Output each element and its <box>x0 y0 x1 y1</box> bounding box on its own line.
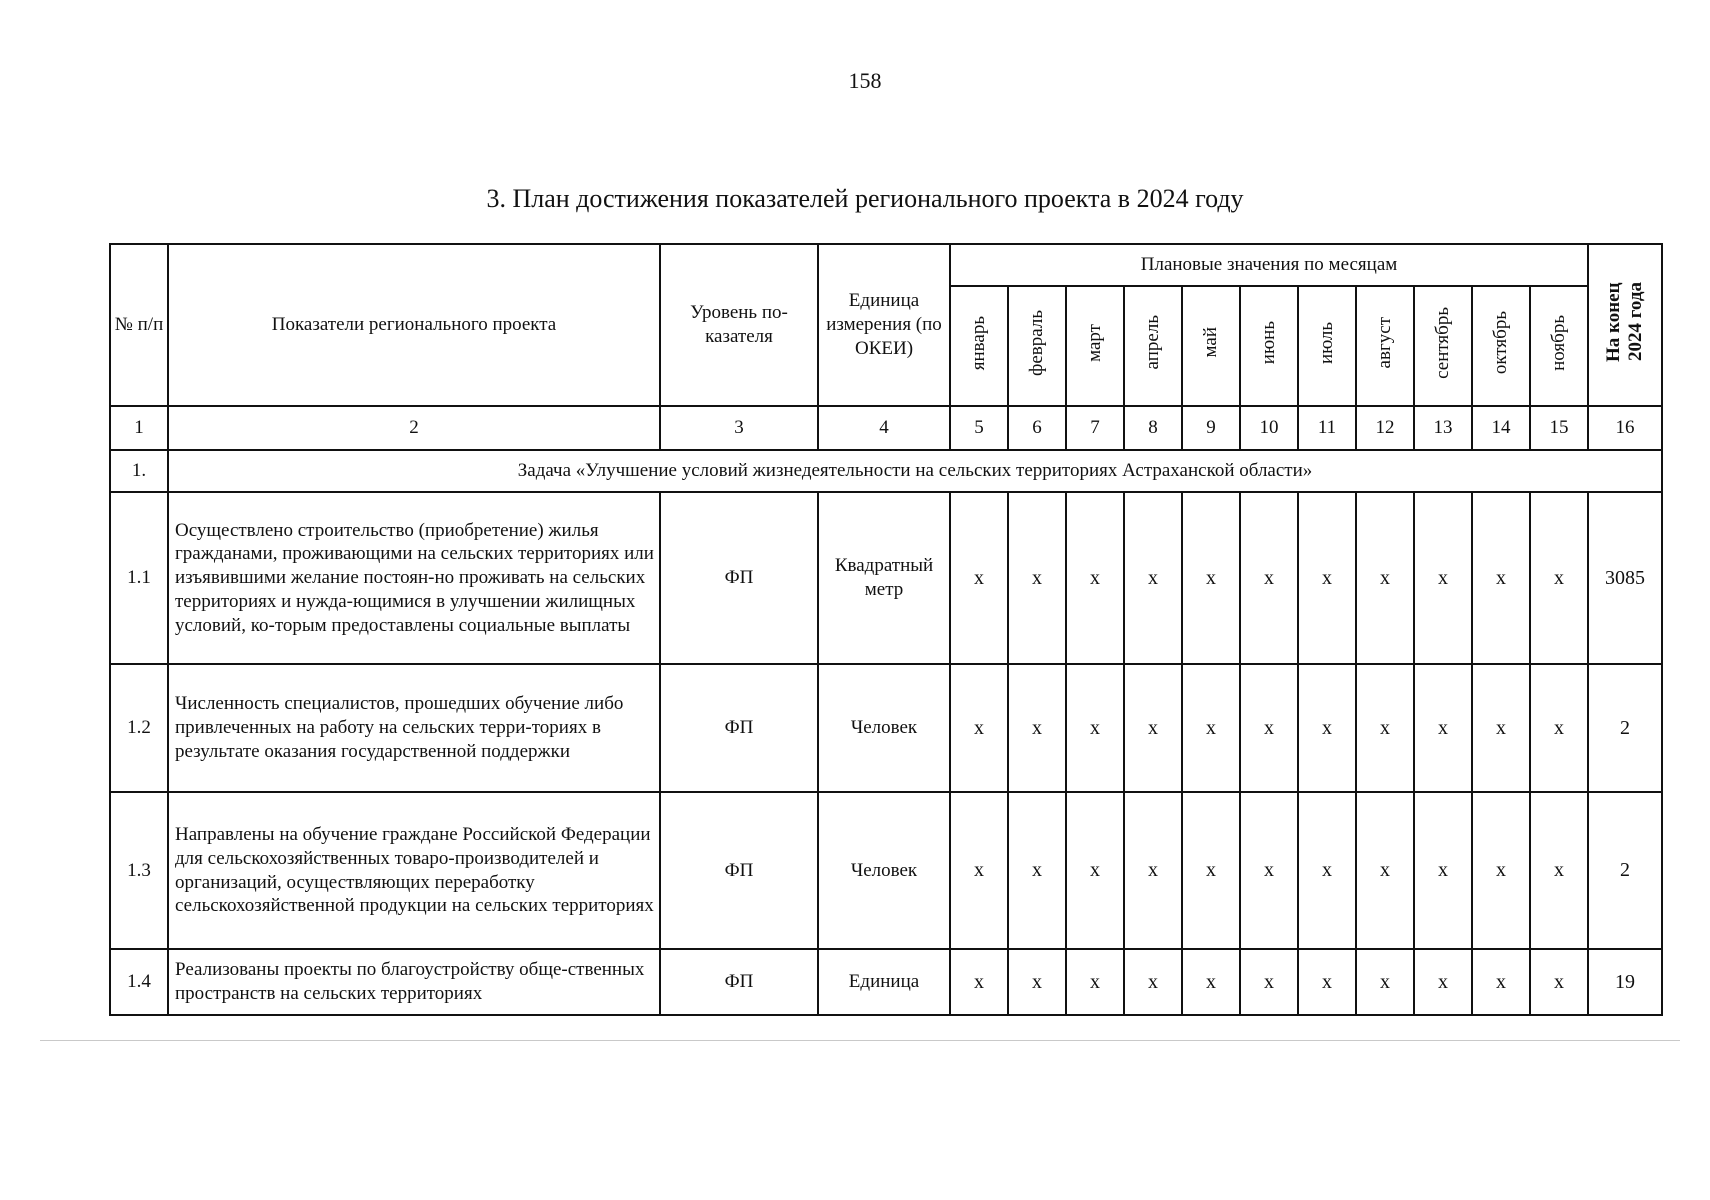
row-num: 1.3 <box>110 792 168 949</box>
month-value: x <box>1414 664 1472 792</box>
month-value: x <box>1472 792 1530 949</box>
header-indicator: Показатели регионального проекта <box>168 244 660 406</box>
column-number: 1 <box>110 406 168 450</box>
task-text: Задача «Улучшение условий жизнедеятельности на сельских территориях Астраханской области» <box>168 450 1662 492</box>
month-value: x <box>950 949 1008 1015</box>
month-value: x <box>1008 792 1066 949</box>
indicator-level: ФП <box>660 492 818 664</box>
header-num: № п/п <box>110 244 168 406</box>
end-of-year-value: 2 <box>1588 664 1662 792</box>
header-month: сентябрь <box>1414 286 1472 406</box>
header-unit: Единица измерения (по ОКЕИ) <box>818 244 950 406</box>
header-month: ноябрь <box>1530 286 1588 406</box>
indicator-name: Реализованы проекты по благоустройству обще-ственных пространств на сельских территориях <box>168 949 660 1015</box>
month-value: x <box>1124 492 1182 664</box>
month-value: x <box>1240 792 1298 949</box>
column-number: 12 <box>1356 406 1414 450</box>
column-number: 4 <box>818 406 950 450</box>
header-month: май <box>1182 286 1240 406</box>
header-level: Уровень по-казателя <box>660 244 818 406</box>
column-number: 14 <box>1472 406 1530 450</box>
header-month: январь <box>950 286 1008 406</box>
month-value: x <box>1356 949 1414 1015</box>
column-number: 13 <box>1414 406 1472 450</box>
header-month: июль <box>1298 286 1356 406</box>
month-value: x <box>1472 949 1530 1015</box>
month-value: x <box>1008 492 1066 664</box>
month-value: x <box>1066 664 1124 792</box>
month-value: x <box>1182 792 1240 949</box>
indicator-level: ФП <box>660 949 818 1015</box>
month-value: x <box>1414 792 1472 949</box>
indicator-unit: Единица <box>818 949 950 1015</box>
end-of-year-value: 2 <box>1588 792 1662 949</box>
column-number: 6 <box>1008 406 1066 450</box>
month-value: x <box>1066 492 1124 664</box>
indicator-level: ФП <box>660 792 818 949</box>
column-number: 7 <box>1066 406 1124 450</box>
task-row <box>110 450 1662 492</box>
month-value: x <box>1182 664 1240 792</box>
month-value: x <box>1124 949 1182 1015</box>
header-month: февраль <box>1008 286 1066 406</box>
row-num: 1.4 <box>110 949 168 1015</box>
header-month: октябрь <box>1472 286 1530 406</box>
header-plan-group: Плановые значения по месяцам <box>950 244 1588 286</box>
month-value: x <box>1298 792 1356 949</box>
row-num: 1.1 <box>110 492 168 664</box>
month-value: x <box>1240 492 1298 664</box>
indicator-name: Направлены на обучение граждане Российской Федерации для сельскохозяйственных товаро-производителей и организаций, осуществляющих переработку сельскохозяйственной продукции на сельских территориях <box>168 792 660 949</box>
document-title: 3. План достижения показателей регионального проекта в 2024 году <box>486 184 1244 213</box>
header-end-of-year-label: На конец 2024 года <box>1603 281 1646 362</box>
indicator-name: Осуществлено строительство (приобретение) жилья гражданами, проживающими на сельских территориях или изъявившими желание постоян-но проживать на сельских территориях и нужда-ющимися в улучшении жилищных условий, ко-торым предоставлены социальные выплаты <box>168 492 660 664</box>
table-row <box>110 664 1662 792</box>
month-value: x <box>1008 664 1066 792</box>
column-number: 9 <box>1182 406 1240 450</box>
header-row-top <box>110 244 1662 286</box>
month-value: x <box>1182 492 1240 664</box>
page-number: 158 <box>848 68 882 93</box>
column-number: 3 <box>660 406 818 450</box>
month-value: x <box>1240 949 1298 1015</box>
column-number: 5 <box>950 406 1008 450</box>
header-month: март <box>1066 286 1124 406</box>
month-value: x <box>1472 492 1530 664</box>
month-value: x <box>1240 664 1298 792</box>
month-value: x <box>1124 664 1182 792</box>
month-value: x <box>1472 664 1530 792</box>
header-month: июнь <box>1240 286 1298 406</box>
indicator-unit: Человек <box>818 664 950 792</box>
indicator-name: Численность специалистов, прошедших обучение либо привлеченных на работу на сельских терри-ториях в результате оказания государственной поддержки <box>168 664 660 792</box>
table-row <box>110 949 1662 1015</box>
end-of-year-value: 19 <box>1588 949 1662 1015</box>
month-value: x <box>1124 792 1182 949</box>
column-number: 16 <box>1588 406 1662 450</box>
row-num: 1.2 <box>110 664 168 792</box>
month-value: x <box>1066 792 1124 949</box>
month-value: x <box>950 664 1008 792</box>
task-num: 1. <box>110 450 168 492</box>
column-number: 8 <box>1124 406 1182 450</box>
month-value: x <box>1356 664 1414 792</box>
indicator-level: ФП <box>660 664 818 792</box>
column-number-row <box>110 406 1662 450</box>
month-value: x <box>1298 949 1356 1015</box>
month-value: x <box>1530 492 1588 664</box>
month-value: x <box>1008 949 1066 1015</box>
header-month: август <box>1356 286 1414 406</box>
column-number: 15 <box>1530 406 1588 450</box>
month-value: x <box>1530 792 1588 949</box>
table-row <box>110 492 1662 664</box>
column-number: 10 <box>1240 406 1298 450</box>
month-value: x <box>1414 949 1472 1015</box>
month-value: x <box>1298 664 1356 792</box>
month-value: x <box>1182 949 1240 1015</box>
header-end-of-year <box>1588 244 1662 406</box>
indicator-unit: Квадратный метр <box>818 492 950 664</box>
column-number: 2 <box>168 406 660 450</box>
header-month: апрель <box>1124 286 1182 406</box>
month-value: x <box>1530 664 1588 792</box>
month-value: x <box>950 792 1008 949</box>
scan-noise-line <box>40 1040 1680 1041</box>
indicator-plan-table <box>109 243 1663 1016</box>
month-value: x <box>950 492 1008 664</box>
month-value: x <box>1530 949 1588 1015</box>
month-value: x <box>1414 492 1472 664</box>
month-value: x <box>1298 492 1356 664</box>
end-of-year-value: 3085 <box>1588 492 1662 664</box>
table-row <box>110 792 1662 949</box>
month-value: x <box>1356 792 1414 949</box>
column-number: 11 <box>1298 406 1356 450</box>
month-value: x <box>1066 949 1124 1015</box>
month-value: x <box>1356 492 1414 664</box>
indicator-unit: Человек <box>818 792 950 949</box>
